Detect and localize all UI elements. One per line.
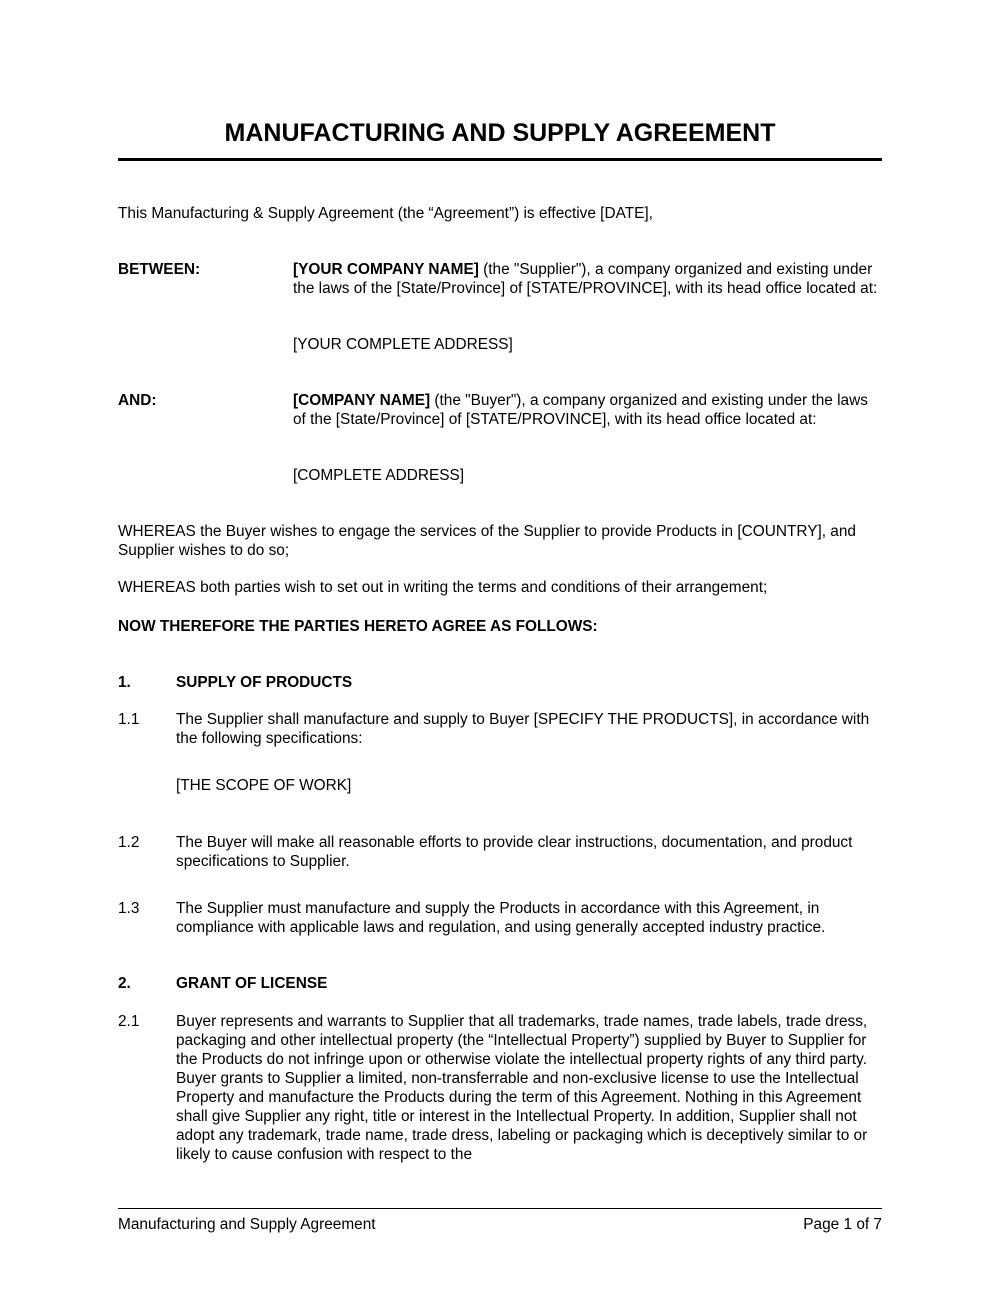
supplier-description: (the "Supplier"), a company organized and existing under the laws of the [State/Province] of [STATE/PROVINCE], with its head office located at: <box>293 261 878 297</box>
section-1-number: 1. <box>118 674 131 691</box>
clause-2-1-number: 2.1 <box>118 1013 140 1030</box>
buyer-paragraph <box>293 391 883 429</box>
between-label: BETWEEN: <box>118 261 201 278</box>
footer-document-name: Manufacturing and Supply Agreement <box>118 1216 376 1233</box>
intro-paragraph: This Manufacturing & Supply Agreement (the “Agreement”) is effective [DATE], <box>118 205 653 222</box>
buyer-name: [COMPANY NAME] <box>293 392 431 409</box>
title-rule <box>118 158 882 161</box>
footer-rule <box>118 1208 882 1209</box>
section-2-number: 2. <box>118 975 131 992</box>
buyer-address: [COMPLETE ADDRESS] <box>293 467 465 484</box>
buyer-description: (the "Buyer"), a company organized and existing under the laws of the [State/Province] of [STATE/PROVINCE], with its head office located at: <box>293 392 868 428</box>
clause-2-1-text: Buyer represents and warrants to Supplier that all trademarks, trade names, trade labels, trade dress, packaging and other intellectual property (the “Intellectual Property”) supplied by Buyer to Supplier for the Products do not infringe upon or otherwise violate the intellectual property rights of any third party. Buyer grants to Supplier a limited, non-transferrable and non-exclusive license to use the Intellectual Property and manufacture the Products during the term of this Agreement. Nothing in this Agreement shall give Supplier any right, title or interest in the Intellectual Property. In addition, Supplier shall not adopt any trademark, trade name, trade dress, labeling or packaging which is deceptively similar to or likely to cause confusion with respect to the <box>176 1013 868 1163</box>
supplier-paragraph <box>293 260 883 298</box>
supplier-address: [YOUR COMPLETE ADDRESS] <box>293 336 513 353</box>
section-2-heading: GRANT OF LICENSE <box>176 975 328 992</box>
clause-1-3-text: The Supplier must manufacture and supply the Products in accordance with this Agreement, in compliance with applicable laws and regulation, and using generally accepted industry practice. <box>176 900 826 936</box>
document-title: MANUFACTURING AND SUPPLY AGREEMENT <box>224 119 776 147</box>
clause-1-1-number: 1.1 <box>118 711 140 728</box>
supplier-name: [YOUR COMPANY NAME] <box>293 261 479 278</box>
whereas-paragraph-1: WHEREAS the Buyer wishes to engage the services of the Supplier to provide Products in [COUNTRY], and Supplier wishes to do so; <box>118 523 856 559</box>
clause-1-2-number: 1.2 <box>118 834 140 851</box>
footer-page-number: Page 1 of 7 <box>803 1216 882 1233</box>
clause-1-3-number: 1.3 <box>118 900 140 917</box>
clause-1-2-text: The Buyer will make all reasonable efforts to provide clear instructions, documentation, and product specifications to Supplier. <box>176 834 853 870</box>
now-therefore-heading: NOW THEREFORE THE PARTIES HERETO AGREE AS FOLLOWS: <box>118 618 598 635</box>
whereas-paragraph-2: WHEREAS both parties wish to set out in writing the terms and conditions of their arrangement; <box>118 579 768 596</box>
section-1-heading: SUPPLY OF PRODUCTS <box>176 674 353 691</box>
clause-1-1-text: The Supplier shall manufacture and supply to Buyer [SPECIFY THE PRODUCTS], in accordance with the following specifications: <box>176 711 870 747</box>
scope-of-work-placeholder: [THE SCOPE OF WORK] <box>176 777 352 794</box>
and-label: AND: <box>118 392 157 409</box>
